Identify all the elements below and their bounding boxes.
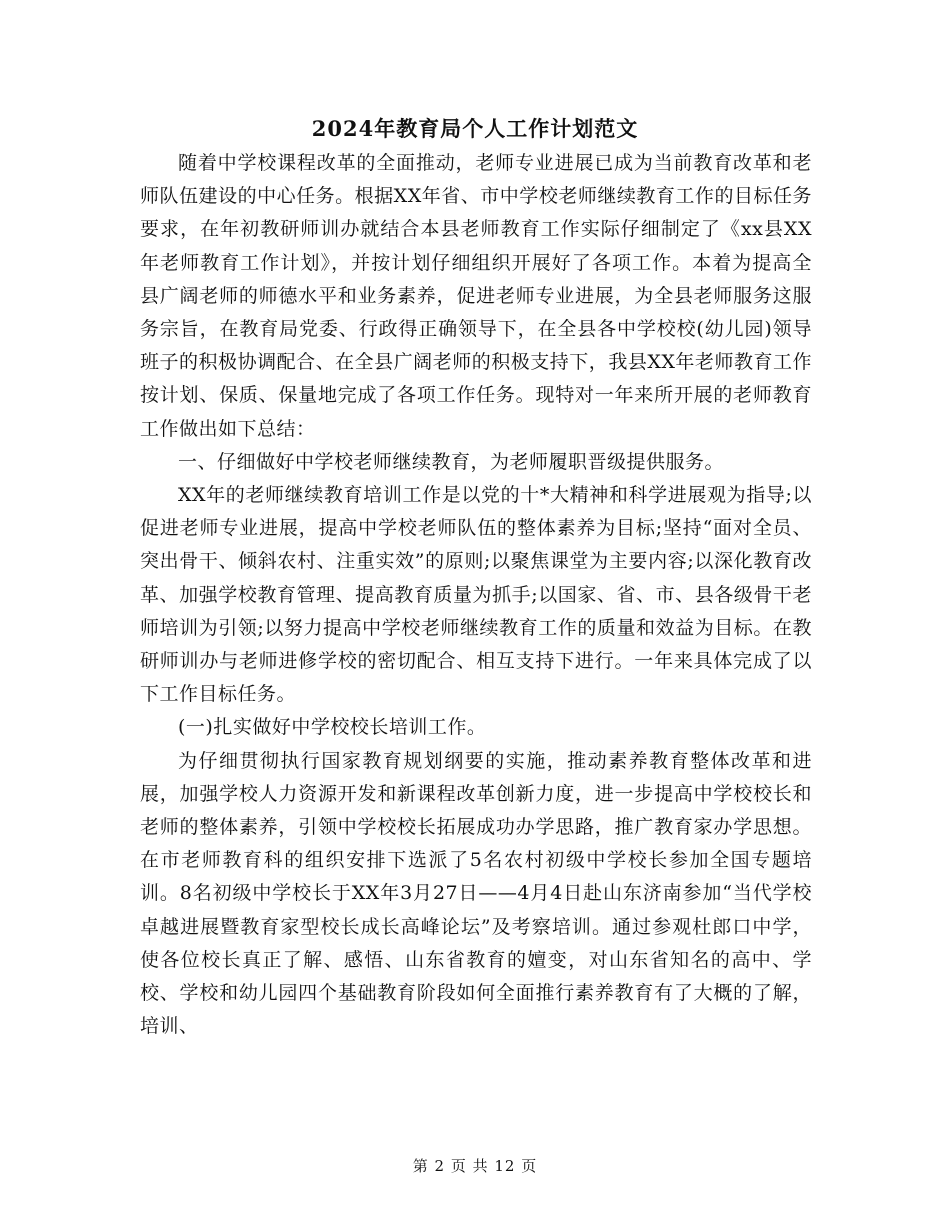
document-title: 2024年教育局个人工作计划范文	[311, 116, 639, 141]
paragraph-intro: 随着中学校课程改革的全面推动，老师专业进展已成为当前教育改革和老师队伍建设的中心任务。根据XX年省、市中学校老师继续教育工作的目标任务要求，在年初教研师训办就结合本县老师教育工作实际仔细制定了《xx县XX年老师教育工作计划》，并按计划仔细组织开展好了各项工作。本着为提高全县广阔老师的师德水平和业务素养，促进老师专业进展，为全县老师服务这服务宗旨，在教育局党委、行政得正确领导下，在全县各中学校校(幼儿园)领导班子的积极协调配合、在全县广阔老师的积极支持下，我县XX年老师教育工作按计划、保质、保量地完成了各项工作任务。现特对一年来所开展的老师教育工作做出如下总结：	[140, 152, 812, 440]
document-body	[140, 147, 812, 1043]
paragraph-principal-training: 为仔细贯彻执行国家教育规划纲要的实施，推动素养教育整体改革和进展，加强学校人力资源开发和新课程改革创新力度，进一步提高中学校校长和老师的整体素养，引领中学校校长拓展成功办学思路，推广教育家办学思想。在市老师教育科的组织安排下选派了5名农村初级中学校长参加全国专题培训。8名初级中学校长于XX年3月27日——4月4日赴山东济南参加“当代学校卓越进展暨教育家型校长成长高峰论坛”及考察培训。通过参观杜郎口中学，使各位校长真正了解、感悟、山东省教育的嬗变，对山东省知名的高中、学校、学校和幼儿园四个基础教育阶段如何全面推行素养教育有了大概的了解，培训、	[140, 749, 812, 1038]
section-heading-1: 一、仔细做好中学校老师继续教育，为老师履职晋级提供服务。	[178, 450, 725, 473]
page-number-footer: 第 2 页 共 12 页	[412, 1157, 538, 1175]
subsection-heading-1: (一)扎实做好中学校校长培训工作。	[178, 716, 487, 739]
paragraph-continuing-education: XX年的老师继续教育培训工作是以党的十*大精神和科学进展观为指导;以促进老师专业进展，提高中学校老师队伍的整体素养为目标;坚持“面对全员、突出骨干、倾斜农村、注重实效”的原则;以聚焦课堂为主要内容;以深化教育改革、加强学校教育管理、提高教育质量为抓手;以国家、省、市、县各级骨干老师培训为引领;以努力提高中学校老师继续教育工作的质量和效益为目标。在教研师训办与老师进修学校的密切配合、相互支持下进行。一年来具体完成了以下工作目标任务。	[140, 484, 812, 706]
